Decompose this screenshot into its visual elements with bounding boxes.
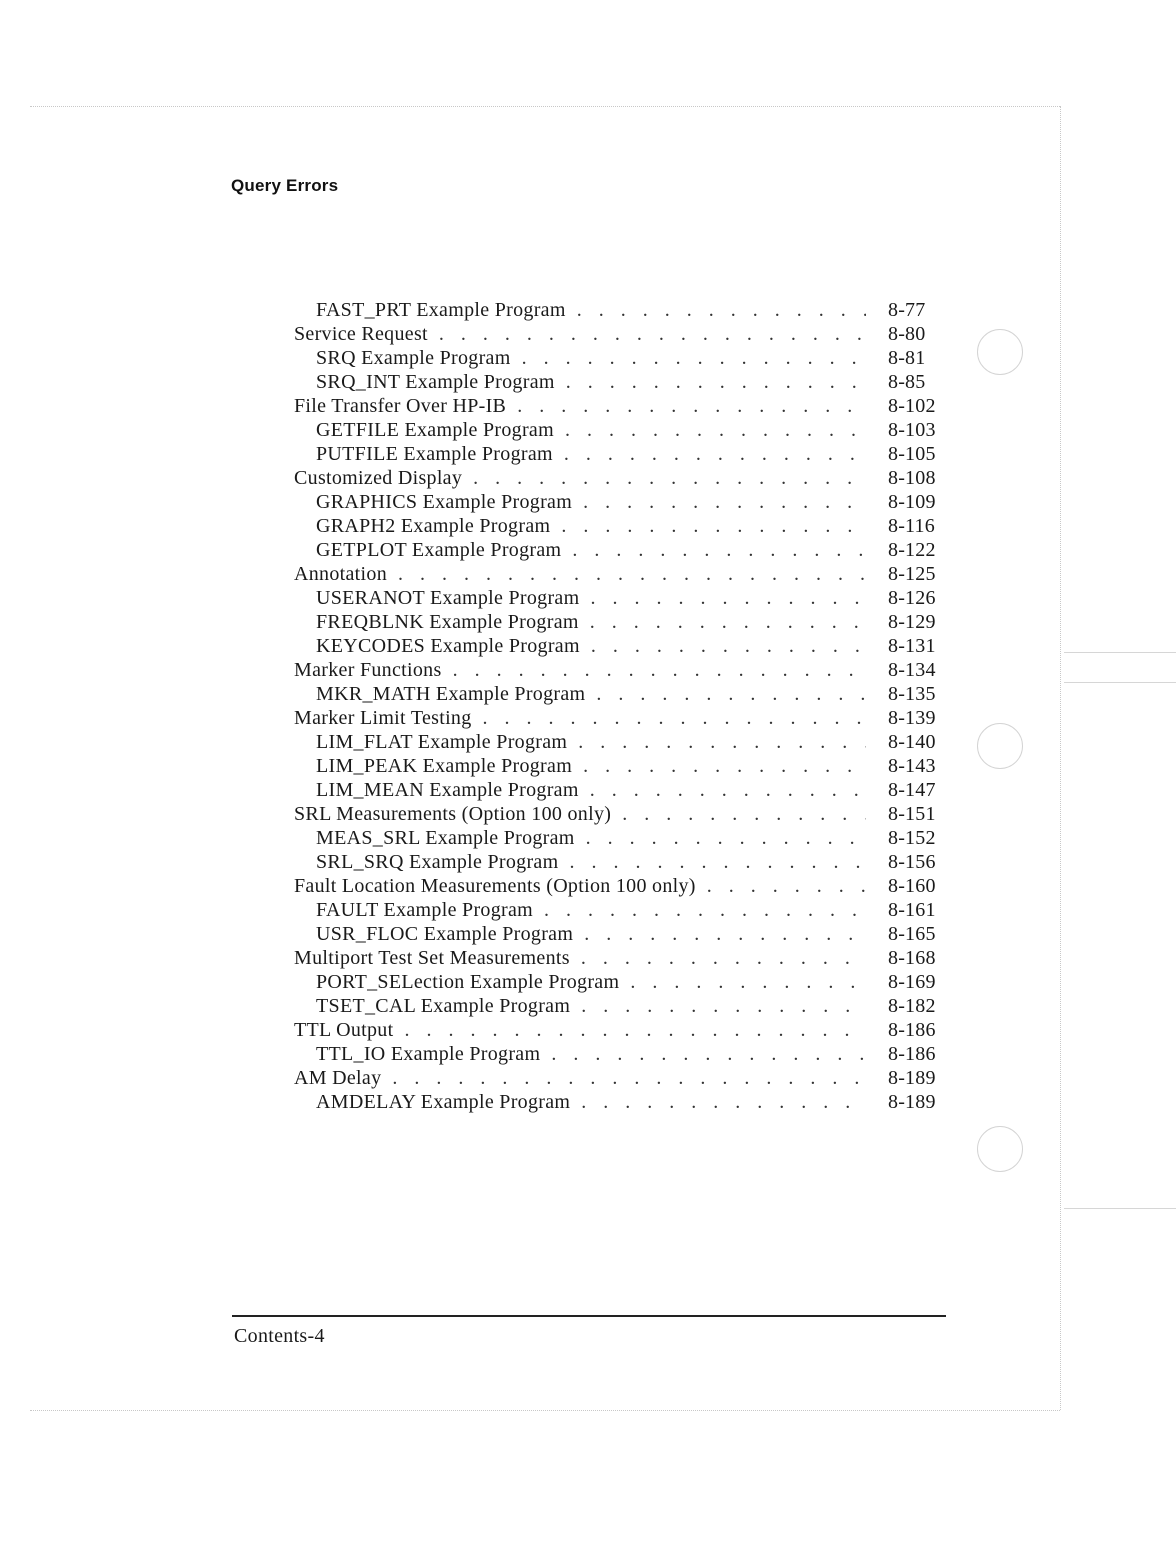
scan-divider <box>1064 682 1176 683</box>
toc-entry[interactable] <box>294 658 944 682</box>
toc-entry[interactable] <box>294 682 944 706</box>
toc-entry-page: 8-147 <box>888 779 936 801</box>
toc-entry[interactable] <box>294 706 944 730</box>
punch-hole <box>977 723 1023 769</box>
punch-hole <box>977 329 1023 375</box>
toc-entry-title: MKR_MATH Example Program . . . <box>316 682 866 706</box>
running-head: Query Errors <box>231 176 339 195</box>
toc-entry[interactable] <box>294 538 944 562</box>
table-of-contents <box>294 298 944 1114</box>
toc-entry[interactable] <box>294 394 944 418</box>
toc-entry[interactable] <box>294 466 944 490</box>
toc-entry-title: TSET_CAL Example Program . . . <box>316 994 866 1018</box>
toc-entry-title: SRQ Example Program . . . <box>316 346 866 370</box>
toc-entry-page: 8-189 <box>888 1091 936 1113</box>
toc-entry-title: FAULT Example Program . . . <box>316 898 866 922</box>
toc-entry-page: 8-168 <box>888 947 936 969</box>
toc-entry-title: LIM_FLAT Example Program . . . <box>316 730 866 754</box>
toc-entry-title: SRL_SRQ Example Program . . . <box>316 850 866 874</box>
toc-entry[interactable] <box>294 442 944 466</box>
toc-entry-page: 8-80 <box>888 323 926 345</box>
toc-entry-title: GRAPH2 Example Program . . . <box>316 514 866 538</box>
toc-entry[interactable] <box>294 562 944 586</box>
toc-entry-page: 8-102 <box>888 395 936 417</box>
toc-entry-title: MEAS_SRL Example Program . . . <box>316 826 866 850</box>
toc-entry-page: 8-131 <box>888 635 936 657</box>
toc-entry-title: FREQBLNK Example Program . . . <box>316 610 866 634</box>
scan-divider <box>1064 652 1176 653</box>
toc-entry[interactable] <box>294 826 944 850</box>
toc-entry-title: USERANOT Example Program . . . <box>316 586 866 610</box>
toc-entry-title: PORT_SELection Example Program . . . <box>316 970 866 994</box>
toc-entry-page: 8-85 <box>888 371 926 393</box>
toc-entry-page: 8-169 <box>888 971 936 993</box>
toc-entry[interactable] <box>294 730 944 754</box>
toc-entry-page: 8-81 <box>888 347 926 369</box>
footer-rule <box>232 1315 946 1317</box>
toc-entry[interactable] <box>294 346 944 370</box>
toc-entry-page: 8-160 <box>888 875 936 897</box>
toc-entry-page: 8-77 <box>888 299 926 321</box>
punch-hole <box>977 1126 1023 1172</box>
toc-entry[interactable] <box>294 946 944 970</box>
toc-entry-page: 8-103 <box>888 419 936 441</box>
toc-entry[interactable] <box>294 754 944 778</box>
toc-entry-title: Multiport Test Set Measurements . . . <box>294 946 866 970</box>
toc-entry-title: USR_FLOC Example Program . . . <box>316 922 866 946</box>
toc-entry-title: GETFILE Example Program . . . <box>316 418 866 442</box>
toc-entry[interactable] <box>294 922 944 946</box>
toc-entry-page: 8-186 <box>888 1019 936 1041</box>
toc-entry-title: Service Request . . . <box>294 322 866 346</box>
toc-entry[interactable] <box>294 370 944 394</box>
toc-entry[interactable] <box>294 514 944 538</box>
toc-entry-page: 8-116 <box>888 515 935 537</box>
toc-entry-page: 8-140 <box>888 731 936 753</box>
toc-entry-title: AMDELAY Example Program . . . <box>316 1090 866 1114</box>
toc-entry-title: Annotation . . . <box>294 562 866 586</box>
scan-divider <box>1064 1208 1176 1209</box>
toc-entry-title: LIM_MEAN Example Program . . . <box>316 778 866 802</box>
scan-edge-top <box>30 106 1060 107</box>
toc-entry[interactable] <box>294 1018 944 1042</box>
toc-entry[interactable] <box>294 994 944 1018</box>
toc-entry-page: 8-156 <box>888 851 936 873</box>
scan-edge-bottom <box>30 1410 1060 1411</box>
toc-entry[interactable] <box>294 610 944 634</box>
toc-entry-page: 8-143 <box>888 755 936 777</box>
toc-entry-title: SRL Measurements (Option 100 only) . . . <box>294 802 866 826</box>
toc-entry-page: 8-152 <box>888 827 936 849</box>
toc-entry[interactable] <box>294 1042 944 1066</box>
toc-entry-page: 8-139 <box>888 707 936 729</box>
toc-entry-page: 8-182 <box>888 995 936 1017</box>
toc-entry[interactable] <box>294 802 944 826</box>
toc-entry-title: Fault Location Measurements (Option 100 only) . . . <box>294 874 866 898</box>
toc-entry-page: 8-135 <box>888 683 936 705</box>
toc-entry-page: 8-161 <box>888 899 936 921</box>
toc-entry[interactable] <box>294 322 944 346</box>
toc-entry[interactable] <box>294 490 944 514</box>
toc-entry[interactable] <box>294 778 944 802</box>
toc-entry-page: 8-126 <box>888 587 936 609</box>
toc-entry-page: 8-134 <box>888 659 936 681</box>
toc-entry[interactable] <box>294 874 944 898</box>
toc-entry-title: GETPLOT Example Program . . . <box>316 538 866 562</box>
toc-entry-title: SRQ_INT Example Program . . . <box>316 370 866 394</box>
toc-entry-title: File Transfer Over HP-IB . . . <box>294 394 866 418</box>
scan-edge-right <box>1060 106 1061 1410</box>
toc-entry-page: 8-109 <box>888 491 936 513</box>
toc-entry[interactable] <box>294 298 944 322</box>
toc-entry-title: LIM_PEAK Example Program . . . <box>316 754 866 778</box>
toc-entry-page: 8-165 <box>888 923 936 945</box>
toc-entry-title: KEYCODES Example Program . . . <box>316 634 866 658</box>
toc-entry-title: TTL_IO Example Program . . . <box>316 1042 866 1066</box>
toc-entry-title: FAST_PRT Example Program . . . <box>316 298 866 322</box>
toc-entry-page: 8-122 <box>888 539 936 561</box>
toc-entry-title: Marker Functions . . . <box>294 658 866 682</box>
toc-entry[interactable] <box>294 634 944 658</box>
toc-entry-title: GRAPHICS Example Program . . . <box>316 490 866 514</box>
toc-entry[interactable] <box>294 418 944 442</box>
toc-entry[interactable] <box>294 586 944 610</box>
toc-entry-title: PUTFILE Example Program . . . <box>316 442 866 466</box>
toc-entry-page: 8-105 <box>888 443 936 465</box>
toc-entry-page: 8-189 <box>888 1067 936 1089</box>
toc-entry-title: Marker Limit Testing . . . <box>294 706 866 730</box>
toc-entry[interactable] <box>294 850 944 874</box>
toc-entry[interactable] <box>294 1090 944 1114</box>
toc-entry[interactable] <box>294 970 944 994</box>
toc-entry-title: Customized Display . . . <box>294 466 866 490</box>
toc-entry[interactable] <box>294 898 944 922</box>
toc-entry-page: 8-125 <box>888 563 936 585</box>
toc-entry-title: AM Delay . . . <box>294 1066 866 1090</box>
toc-entry-title: TTL Output . . . <box>294 1018 866 1042</box>
toc-entry-page: 8-129 <box>888 611 936 633</box>
toc-entry-page: 8-186 <box>888 1043 936 1065</box>
page-label: Contents-4 <box>234 1325 325 1347</box>
toc-entry-page: 8-151 <box>888 803 936 825</box>
toc-entry[interactable] <box>294 1066 944 1090</box>
toc-entry-page: 8-108 <box>888 467 936 489</box>
